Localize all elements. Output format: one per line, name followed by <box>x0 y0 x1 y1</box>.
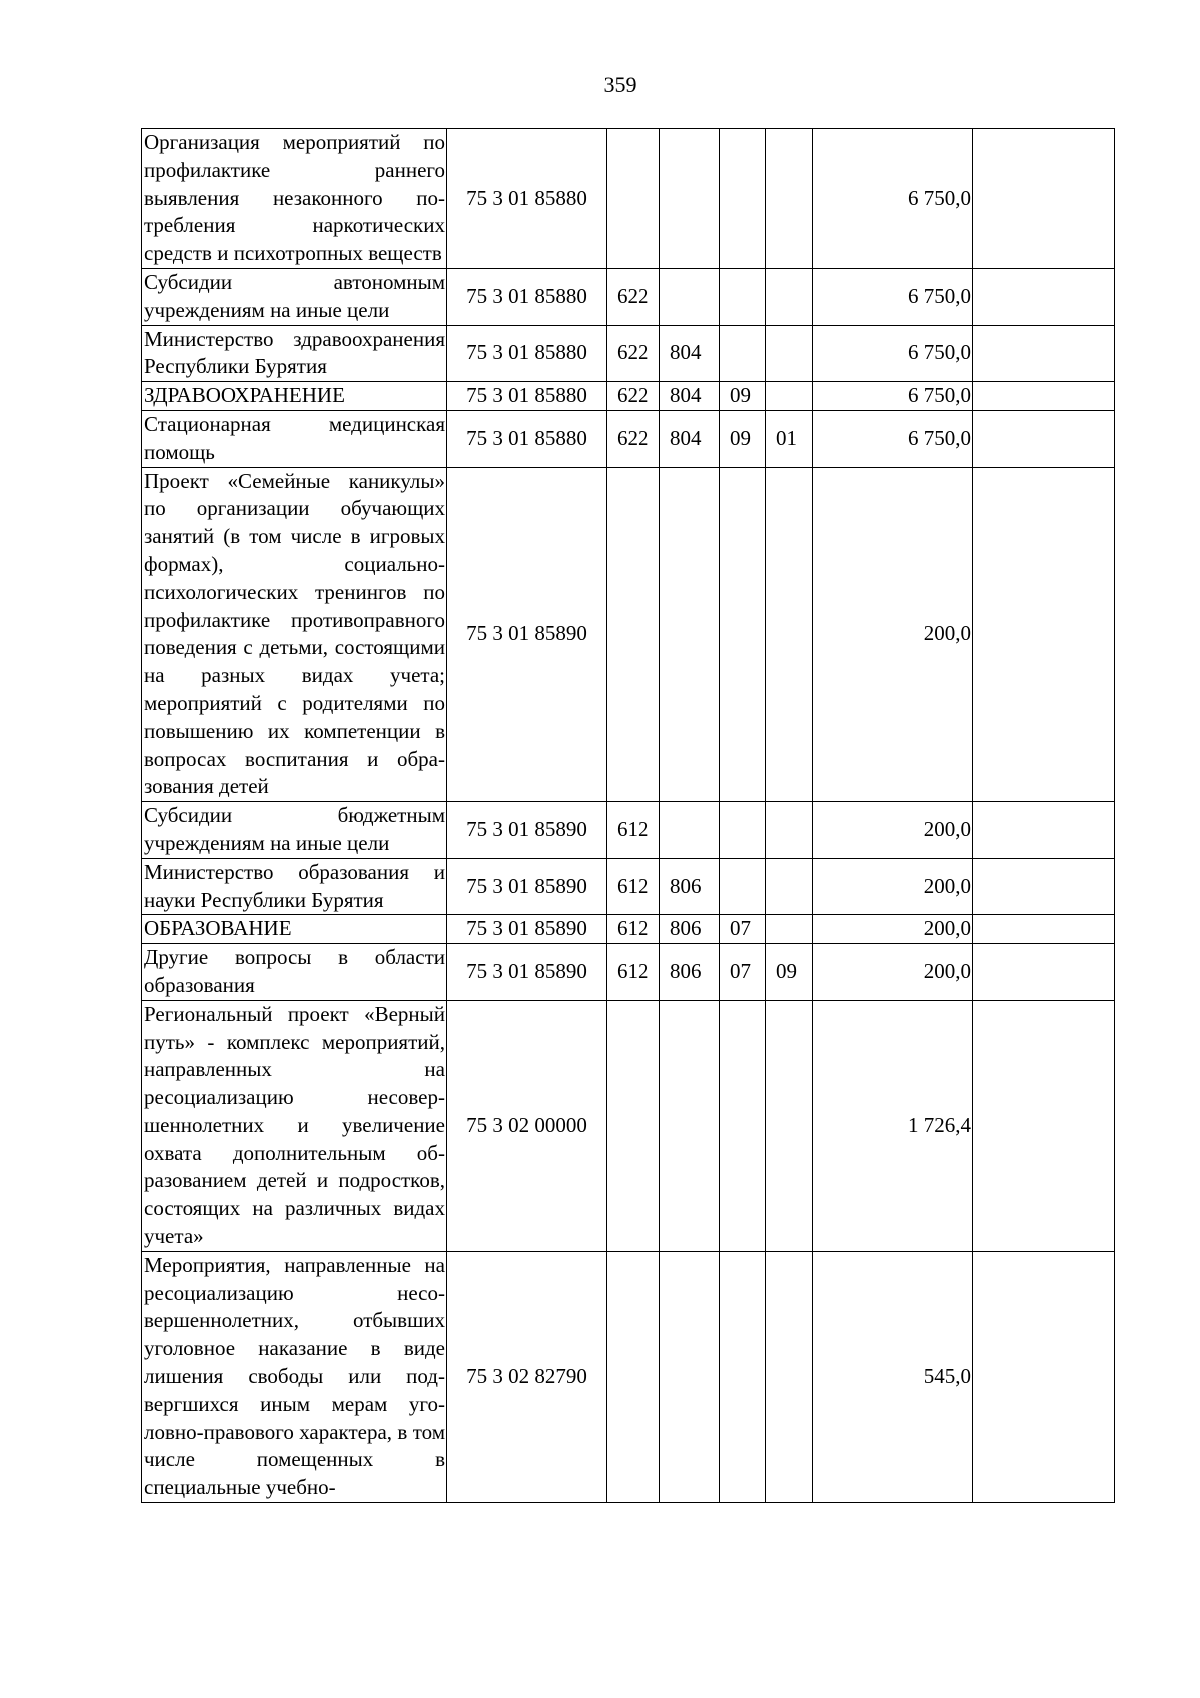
row-name-cell: Проект «Семейные каникулы» по организации обучающих занятий (в том числе в игровых формах), социально-психологических тренингов по профилактике противоправного поведения с детьми, состоящими на разных видах учета; мероприятий с родителями по повышению их компетенции в вопросах воспитания и образования детей <box>142 467 447 802</box>
budget-table <box>141 128 1115 1503</box>
expense-type-cell <box>607 1000 660 1251</box>
extra-cell <box>973 410 1115 467</box>
subsection-cell <box>766 858 813 915</box>
expense-type-cell: 622 <box>607 268 660 325</box>
amount-cell: 6 750,0 <box>813 410 973 467</box>
table-row <box>142 410 1115 467</box>
table-row <box>142 944 1115 1001</box>
extra-cell <box>973 1000 1115 1251</box>
amount-cell: 200,0 <box>813 467 973 802</box>
section-cell <box>720 467 766 802</box>
row-name-cell: Организация мероприятий по профилактике раннего выявления незаконного потребления наркотических средств и психотропных веществ <box>142 129 447 269</box>
extra-cell <box>973 1251 1115 1502</box>
extra-cell <box>973 467 1115 802</box>
section-cell: 09 <box>720 382 766 411</box>
expense-type-cell: 622 <box>607 410 660 467</box>
table-row <box>142 1000 1115 1251</box>
section-cell <box>720 1000 766 1251</box>
extra-cell <box>973 915 1115 944</box>
ministry-code-cell: 806 <box>660 858 720 915</box>
section-cell <box>720 325 766 382</box>
expense-type-cell <box>607 1251 660 1502</box>
target-code-cell: 75 3 01 85880 <box>447 325 607 382</box>
expense-type-cell: 612 <box>607 858 660 915</box>
ministry-code-cell: 806 <box>660 915 720 944</box>
ministry-code-cell <box>660 1251 720 1502</box>
ministry-code-cell: 804 <box>660 382 720 411</box>
table-row <box>142 915 1115 944</box>
amount-cell: 1 726,4 <box>813 1000 973 1251</box>
section-cell: 09 <box>720 410 766 467</box>
target-code-cell: 75 3 01 85880 <box>447 268 607 325</box>
amount-cell: 6 750,0 <box>813 129 973 269</box>
expense-type-cell: 622 <box>607 325 660 382</box>
table-row <box>142 325 1115 382</box>
row-name-cell: Субсидии автономным учреждениям на иные цели <box>142 268 447 325</box>
target-code-cell: 75 3 01 85890 <box>447 915 607 944</box>
row-name-cell: Стационарная медицинская помощь <box>142 410 447 467</box>
row-name-cell: Региональный проект «Верный путь» - комплекс мероприятий, направленных на ресоциализацию несовершеннолетних и увеличение охвата дополнительным образованием детей и подростков, состоящих на различных видах учета» <box>142 1000 447 1251</box>
section-cell <box>720 1251 766 1502</box>
amount-cell: 200,0 <box>813 858 973 915</box>
row-name-cell: Министерство здравоохранения Республики Бурятия <box>142 325 447 382</box>
target-code-cell: 75 3 01 85890 <box>447 802 607 859</box>
subsection-cell <box>766 915 813 944</box>
subsection-cell <box>766 268 813 325</box>
target-code-cell: 75 3 01 85880 <box>447 410 607 467</box>
table-row <box>142 1251 1115 1502</box>
target-code-cell: 75 3 02 00000 <box>447 1000 607 1251</box>
ministry-code-cell <box>660 1000 720 1251</box>
ministry-code-cell <box>660 467 720 802</box>
ministry-code-cell <box>660 802 720 859</box>
subsection-cell <box>766 1251 813 1502</box>
table-row <box>142 802 1115 859</box>
subsection-cell: 01 <box>766 410 813 467</box>
row-name-cell: ЗДРАВООХРАНЕНИЕ <box>142 382 447 411</box>
subsection-cell <box>766 325 813 382</box>
extra-cell <box>973 858 1115 915</box>
subsection-cell <box>766 1000 813 1251</box>
extra-cell <box>973 268 1115 325</box>
extra-cell <box>973 325 1115 382</box>
subsection-cell: 09 <box>766 944 813 1001</box>
subsection-cell <box>766 382 813 411</box>
expense-type-cell: 612 <box>607 944 660 1001</box>
page-number: 359 <box>603 72 637 97</box>
amount-cell: 200,0 <box>813 915 973 944</box>
amount-cell: 200,0 <box>813 944 973 1001</box>
target-code-cell: 75 3 01 85880 <box>447 382 607 411</box>
amount-cell: 6 750,0 <box>813 268 973 325</box>
section-cell <box>720 129 766 269</box>
table-row <box>142 858 1115 915</box>
section-cell <box>720 802 766 859</box>
row-name-cell: Мероприятия, направленные на ресоциализацию несовершеннолетних, отбывших уголовное наказание в виде лишения свободы или подвергшихся иным мерам уголовно-правового характера, в том числе помещенных в специальные учебно- <box>142 1251 447 1502</box>
amount-cell: 6 750,0 <box>813 325 973 382</box>
expense-type-cell: 612 <box>607 802 660 859</box>
table-body <box>142 129 1115 1503</box>
ministry-code-cell <box>660 129 720 269</box>
expense-type-cell <box>607 129 660 269</box>
expense-type-cell: 612 <box>607 915 660 944</box>
extra-cell <box>973 802 1115 859</box>
table-row <box>142 268 1115 325</box>
target-code-cell: 75 3 01 85890 <box>447 858 607 915</box>
row-name-cell: Субсидии бюджетным учреждениям на иные цели <box>142 802 447 859</box>
extra-cell <box>973 944 1115 1001</box>
target-code-cell: 75 3 01 85890 <box>447 467 607 802</box>
subsection-cell <box>766 467 813 802</box>
target-code-cell: 75 3 02 82790 <box>447 1251 607 1502</box>
ministry-code-cell: 806 <box>660 944 720 1001</box>
table-row <box>142 467 1115 802</box>
section-cell <box>720 858 766 915</box>
table-row <box>142 382 1115 411</box>
ministry-code-cell: 804 <box>660 410 720 467</box>
subsection-cell <box>766 802 813 859</box>
amount-cell: 200,0 <box>813 802 973 859</box>
ministry-code-cell: 804 <box>660 325 720 382</box>
target-code-cell: 75 3 01 85890 <box>447 944 607 1001</box>
expense-type-cell <box>607 467 660 802</box>
extra-cell <box>973 129 1115 269</box>
ministry-code-cell <box>660 268 720 325</box>
section-cell <box>720 268 766 325</box>
amount-cell: 6 750,0 <box>813 382 973 411</box>
section-cell: 07 <box>720 915 766 944</box>
row-name-cell: ОБРАЗОВАНИЕ <box>142 915 447 944</box>
target-code-cell: 75 3 01 85880 <box>447 129 607 269</box>
row-name-cell: Министерство образования и науки Республики Бурятия <box>142 858 447 915</box>
expense-type-cell: 622 <box>607 382 660 411</box>
section-cell: 07 <box>720 944 766 1001</box>
extra-cell <box>973 382 1115 411</box>
row-name-cell: Другие вопросы в области образования <box>142 944 447 1001</box>
table-row <box>142 129 1115 269</box>
amount-cell: 545,0 <box>813 1251 973 1502</box>
subsection-cell <box>766 129 813 269</box>
